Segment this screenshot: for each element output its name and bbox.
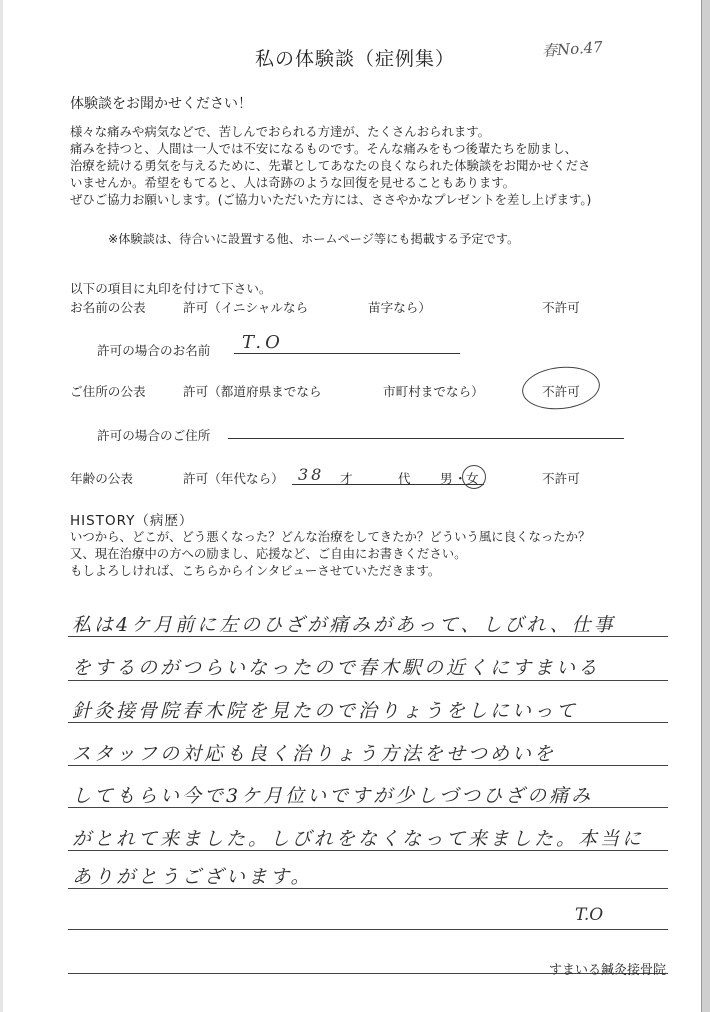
signature: T.O — [575, 905, 604, 925]
gender-separator: ・ — [454, 471, 467, 486]
age-publish-allow[interactable]: 許可（年代なら） — [183, 471, 284, 486]
deny-selected-circle — [520, 363, 602, 413]
age-unit: 才 — [340, 471, 353, 486]
ask-heading: 体験談をお聞かせください！ — [70, 96, 252, 112]
scan-left-edge — [0, 0, 3, 1012]
handwritten-line: してもらい今で3ケ月位いですが少しづつひざの痛み — [72, 785, 594, 807]
handwritten-line: 針灸接骨院春木院を見たので治りょうをしにいって — [72, 700, 579, 722]
history-prompt-line: いつから、どこが、どう悪くなった？どんな治療をしてきたか？どういう風に良くなったか？ — [70, 529, 591, 544]
age-publish-label: 年齢の公表 — [70, 471, 133, 486]
name-publish-label: お名前の公表 — [70, 300, 146, 315]
clinic-name: すまいる鍼灸接骨院 — [548, 963, 666, 978]
publication-note: ※体験談は、待合いに設置する他、ホームページ等にも掲載する予定です。 — [108, 232, 520, 246]
history-prompts — [70, 528, 590, 579]
age-publish-deny[interactable]: 不許可 — [542, 471, 580, 486]
scan-right-edge — [701, 0, 710, 1012]
writing-line — [68, 929, 668, 930]
address-publish-deny[interactable]: 不許可 — [542, 384, 580, 399]
handwritten-line: スタッフの対応も良く治りょう方法をせつめいを — [72, 743, 557, 765]
name-publish-allow-initial[interactable]: 許可（イニシャルなら — [183, 300, 309, 315]
history-title: HISTORY（病歴） — [70, 513, 194, 529]
handwritten-line: がとれて来ました。しびれをなくなって来ました。本当に — [72, 828, 645, 850]
intro-paragraph — [70, 123, 591, 208]
page-title: 私の体験談（症例集） — [254, 48, 455, 70]
address-publish-allow-city[interactable]: 市町村までなら） — [383, 384, 484, 399]
age-value[interactable]: 38 — [298, 465, 325, 484]
age-decade: 代 — [398, 471, 411, 486]
name-if-allowed-label: 許可の場合のお名前 — [97, 343, 211, 358]
female-selected-circle — [462, 465, 486, 489]
intro-line: 痛みを持つと、人間は一人では不安になるものです。そんな痛みをもつ後輩たちを励まし、 — [70, 141, 578, 156]
gender-male[interactable]: 男 — [440, 471, 453, 486]
address-publish-label: ご住所の公表 — [70, 384, 146, 399]
address-publish-allow-prefecture[interactable]: 許可（都道府県までなら — [183, 384, 322, 399]
intro-line: いませんか。希望をもてると、人は奇跡のような回復を見せることもあります。 — [70, 175, 516, 190]
gender-female[interactable]: 女 — [466, 471, 479, 486]
address-underline[interactable] — [228, 438, 624, 439]
intro-line: 治療を続ける勇気を与えるために、先輩としてあなたの良くなられた体験談をお聞かせくださ — [70, 158, 591, 173]
address-if-allowed-label: 許可の場合のご住所 — [97, 428, 211, 443]
history-prompt-line: 又、現在治療中の方への励まし、応援など、ご自由にお書きください。 — [70, 546, 467, 561]
handwritten-line: ありがとうございます。 — [72, 866, 313, 888]
writing-line — [68, 680, 668, 681]
history-prompt-line: もしよろしければ、こちらからインタビューさせていただきます。 — [70, 563, 441, 578]
name-value[interactable]: T.O — [242, 332, 284, 353]
intro-line: 様々な痛みや病気などで、苦しんでおられる方達が、たくさんおられます。 — [70, 124, 491, 139]
document-number: 春No.47 — [541, 37, 604, 61]
handwritten-line: 私は4ケ月前に左のひざが痛みがあって、しびれ、仕事 — [72, 614, 616, 636]
intro-line: ぜひご協力お願いします。(ご協力いただいた方には、ささやかなプレゼントを差し上げます。) — [70, 192, 592, 207]
name-publish-deny[interactable]: 不許可 — [542, 300, 580, 315]
name-underline — [234, 353, 460, 354]
instruction-text: 以下の項目に丸印を付けて下さい。 — [70, 281, 272, 296]
name-publish-allow-surname[interactable]: 苗字なら） — [368, 300, 431, 315]
handwritten-line: をするのがつらいなったので春木駅の近くにすまいる — [72, 657, 601, 679]
